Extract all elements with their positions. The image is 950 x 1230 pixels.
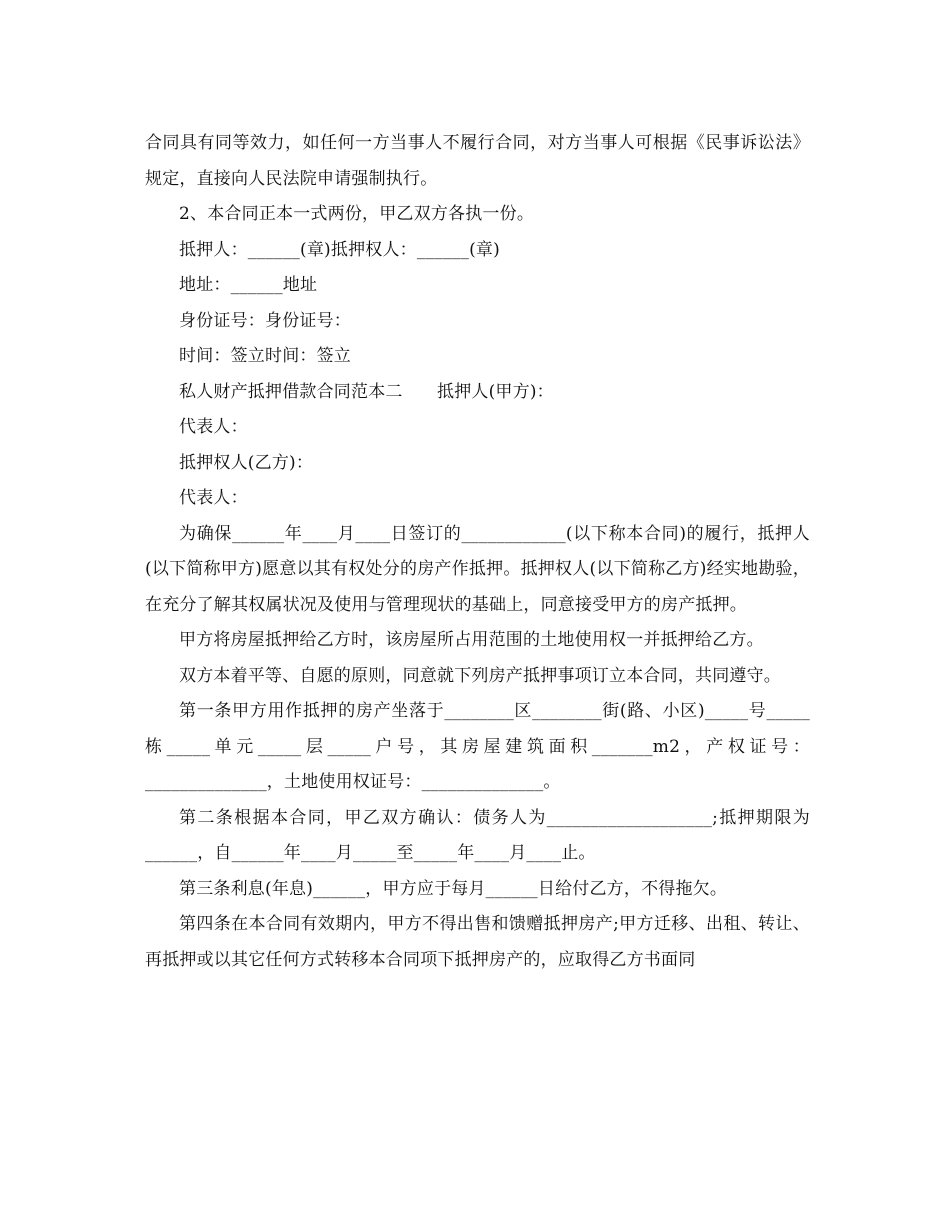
paragraph-8: 代表人：: [179, 417, 248, 437]
paragraph-13: 双方本着平等、自愿的原则，同意就下列房产抵押事项订立本合同，共同遵守。: [179, 665, 781, 686]
paragraph-11: 为确保______年____月____日签订的____________(以下称本合同)的履行，抵押人(以下简称甲方)愿意以其有权处分的房产作抵押。抵押权人(以下简称乙方)经实地勘验，在充分了解其权属状况及使用与管理现状的基础上，同意接受甲方的房产抵押。: [145, 523, 810, 615]
paragraph-17: 第四条在本合同有效期内，甲方不得出售和馈赠抵押房产;甲方迁移、出租、转让、再抵押或以其它任何方式转移本合同项下抵押房产的，应取得乙方书面同: [145, 914, 810, 970]
paragraph-9: 抵押权人(乙方)：: [179, 452, 314, 473]
paragraph-14: 第一条甲方用作抵押的房产坐落于________区________街(路、小区)_____号_____栋_____单元_____层_____户号，其房屋建筑面积_______m2，产权证号：______________，土地使用权证号：______________。: [145, 701, 810, 792]
paragraph-4: 地址：______地址: [179, 275, 318, 295]
paragraph-7: 私人财产抵押借款合同范本二 抵押人(甲方)：: [179, 381, 554, 402]
paragraph-6: 时间：签立时间：签立: [179, 346, 351, 366]
paragraph-15: 第二条根据本合同，甲乙双方确认：债务人为___________________;抵押期限为______，自______年____月_____至_____年____月____止。: [145, 807, 810, 863]
paragraph-5: 身份证号：身份证号：: [179, 310, 351, 331]
paragraph-2: 2、本合同正本一式两份，甲乙双方各执一份。: [179, 204, 535, 224]
paragraph-16: 第三条利息(年息)______，甲方应于每月______日给付乙方，不得拖欠。: [179, 878, 728, 899]
paragraph-12: 甲方将房屋抵押给乙方时，该房屋所占用范围的土地使用权一并抵押给乙方。: [179, 630, 764, 650]
paragraph-3: 抵押人：______(章)抵押权人：______(章): [179, 239, 500, 260]
paragraph-10: 代表人：: [179, 488, 248, 508]
document-body: [145, 126, 810, 978]
paragraph-1: 合同具有同等效力，如任何一方当事人不履行合同，对方当事人可根据《民事诉讼法》规定，直接向人民法院申请强制执行。: [145, 133, 810, 189]
